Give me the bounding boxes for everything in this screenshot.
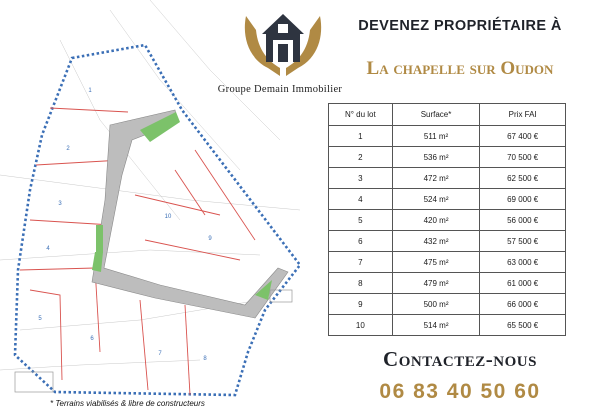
header-price: Prix FAI <box>480 104 566 126</box>
table-row <box>329 210 566 231</box>
price-cell: 62 500 € <box>480 168 566 189</box>
surface-cell: 432 m² <box>392 231 480 252</box>
contact-title: Contactez-nous <box>383 347 537 371</box>
road <box>92 110 288 318</box>
price-cell: 56 000 € <box>480 210 566 231</box>
price-cell: 69 000 € <box>480 189 566 210</box>
logo <box>238 6 328 84</box>
table-row <box>329 315 566 336</box>
price-cell: 61 000 € <box>480 273 566 294</box>
lot-label-5: 5 <box>38 316 42 322</box>
lots-table <box>328 103 566 336</box>
lot-label-10: 10 <box>164 214 172 220</box>
table-row <box>329 147 566 168</box>
header-lot: N° du lot <box>329 104 393 126</box>
phone-number[interactable]: 06 83 40 50 60 <box>379 380 541 403</box>
table-row <box>329 294 566 315</box>
table-row <box>329 231 566 252</box>
town-name: La chapelle sur Oudon <box>366 58 554 79</box>
lot-number-cell: 4 <box>329 189 393 210</box>
brand-name: Groupe Demain Immobilier <box>217 84 343 95</box>
surface-cell: 472 m² <box>392 168 480 189</box>
price-cell: 70 500 € <box>480 147 566 168</box>
lot-number-cell: 3 <box>329 168 393 189</box>
neighbour-building <box>15 372 53 392</box>
table-row <box>329 273 566 294</box>
lot-label-6: 6 <box>90 336 94 342</box>
lot-number-cell: 10 <box>329 315 393 336</box>
lot-label-3: 3 <box>58 201 62 207</box>
price-cell: 65 500 € <box>480 315 566 336</box>
lot-number-cell: 9 <box>329 294 393 315</box>
price-cell: 66 000 € <box>480 294 566 315</box>
house-hands-icon <box>238 6 328 84</box>
price-cell: 57 500 € <box>480 231 566 252</box>
lot-label-1: 1 <box>88 88 92 94</box>
lot-number-cell: 1 <box>329 126 393 147</box>
headline: DEVENEZ PROPRIÉTAIRE À <box>358 18 562 34</box>
table-row <box>329 189 566 210</box>
lot-label-8: 8 <box>203 356 207 362</box>
table-header-row <box>329 104 566 126</box>
price-cell: 67 400 € <box>480 126 566 147</box>
lot-number-cell: 6 <box>329 231 393 252</box>
table-row <box>329 126 566 147</box>
lot-label-2: 2 <box>66 146 70 152</box>
surface-cell: 475 m² <box>392 252 480 273</box>
surface-cell: 536 m² <box>392 147 480 168</box>
price-table <box>328 103 566 336</box>
surface-cell: 514 m² <box>392 315 480 336</box>
header-surface: Surface* <box>392 104 480 126</box>
surface-cell: 511 m² <box>392 126 480 147</box>
surface-cell: 420 m² <box>392 210 480 231</box>
lot-number-cell: 5 <box>329 210 393 231</box>
lot-label-9: 9 <box>208 236 212 242</box>
surface-cell: 524 m² <box>392 189 480 210</box>
lot-lines <box>20 108 255 395</box>
lot-number-cell: 7 <box>329 252 393 273</box>
table-row <box>329 252 566 273</box>
footnote: * Terrains viabilisés & libre de constructeurs <box>50 399 205 408</box>
price-cell: 63 000 € <box>480 252 566 273</box>
surface-cell: 479 m² <box>392 273 480 294</box>
lot-label-7: 7 <box>158 351 162 357</box>
lot-label-4: 4 <box>46 246 50 252</box>
surface-cell: 500 m² <box>392 294 480 315</box>
lot-number-cell: 8 <box>329 273 393 294</box>
table-row <box>329 168 566 189</box>
lot-number-cell: 2 <box>329 147 393 168</box>
boundary-line <box>15 45 300 395</box>
